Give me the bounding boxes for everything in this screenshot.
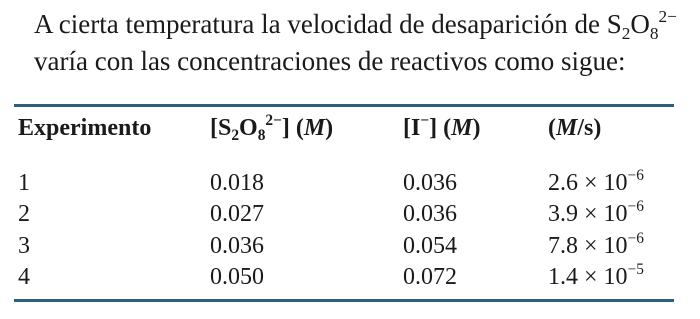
table-top-rule: [14, 104, 674, 107]
row-2-rate: [548, 198, 644, 228]
header-s2o8-sub2: 8: [257, 126, 266, 144]
header-s2o8-unit: M: [303, 115, 326, 141]
row-4-rate-exponent: −5: [627, 261, 644, 279]
header-experiment: Experimento: [18, 115, 152, 141]
row-1-rate: [548, 167, 644, 197]
row-1-s2o8: 0.018: [210, 170, 264, 196]
row-4-rate: [548, 261, 644, 291]
row-3-rate-exponent: −6: [627, 230, 644, 248]
table-bottom-rule: [14, 299, 674, 302]
intro-line-2: varía con las concentraciones de reactivos como sigue:: [34, 46, 626, 76]
row-3-rate-mantissa: 7.8 × 10: [548, 233, 628, 259]
row-4-s2o8: 0.050: [210, 264, 264, 290]
header-s2o8-open: [S: [210, 115, 232, 141]
intro-line-1-text: A cierta temperatura la velocidad de desaparición de S: [34, 9, 622, 39]
header-iodide-concentration: [403, 112, 481, 142]
problem-statement: [34, 6, 684, 80]
header-s2o8-concentration: [210, 112, 334, 144]
header-rate-open: (: [548, 115, 556, 141]
header-s2o8-end: ): [325, 115, 334, 141]
row-3-experiment: 3: [18, 233, 30, 259]
row-1-iodide: 0.036: [403, 170, 457, 196]
species-oxygen: O: [630, 9, 650, 39]
row-2-iodide: 0.036: [403, 201, 457, 227]
species-subscript-2: 8: [649, 23, 659, 43]
row-2-experiment: 2: [18, 201, 30, 227]
row-3-iodide: 0.054: [403, 233, 457, 259]
header-iodide-charge: −: [420, 112, 430, 130]
row-1-rate-exponent: −6: [627, 167, 644, 185]
header-iodide-unit: M: [451, 115, 473, 141]
species-charge: 2−: [658, 7, 677, 27]
header-iodide-open: [I: [403, 115, 421, 141]
species-subscript-1: 2: [621, 23, 631, 43]
header-s2o8-close: ] (: [281, 115, 304, 141]
header-s2o8-sub1: 2: [231, 126, 240, 144]
intro-line-1: [34, 6, 684, 43]
row-3-s2o8: 0.036: [210, 233, 264, 259]
row-2-rate-exponent: −6: [627, 198, 644, 216]
header-rate: [548, 115, 601, 142]
row-4-iodide: 0.072: [403, 264, 457, 290]
header-rate-rest: /s): [577, 115, 602, 141]
header-rate-unit: M: [556, 115, 578, 141]
header-s2o8-charge: 2−: [265, 112, 282, 130]
row-4-experiment: 4: [18, 264, 30, 290]
header-iodide-close: ] (: [429, 115, 452, 141]
row-1-experiment: 1: [18, 170, 30, 196]
row-3-rate: [548, 230, 644, 260]
header-s2o8-oxygen: O: [239, 115, 258, 141]
row-2-rate-mantissa: 3.9 × 10: [548, 201, 628, 227]
header-iodide-end: ): [472, 115, 481, 141]
row-1-rate-mantissa: 2.6 × 10: [548, 170, 628, 196]
row-2-s2o8: 0.027: [210, 201, 264, 227]
row-4-rate-mantissa: 1.4 × 10: [548, 264, 628, 290]
